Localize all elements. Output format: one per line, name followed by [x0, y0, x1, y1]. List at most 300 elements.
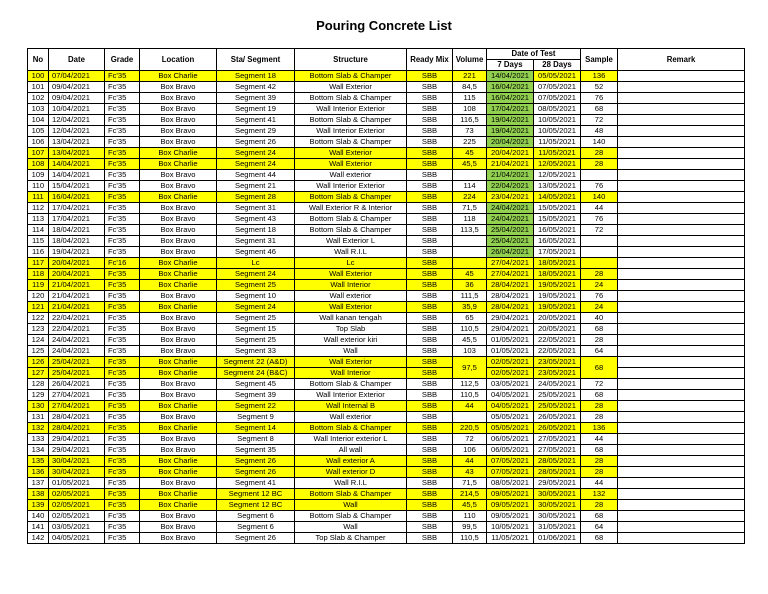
cell-remark [618, 258, 745, 269]
cell-volume: 221 [453, 71, 487, 82]
cell-segment: Segment 35 [217, 445, 295, 456]
cell-ready-mix: SBB [407, 104, 453, 115]
cell-grade: Fc'35 [105, 379, 140, 390]
cell-volume: 224 [453, 192, 487, 203]
table-row [28, 412, 745, 423]
cell-date: 21/04/2021 [49, 280, 105, 291]
cell-grade: Fc'35 [105, 456, 140, 467]
cell-grade: Fc'35 [105, 137, 140, 148]
cell-28-days: 12/05/2021 [534, 159, 581, 170]
cell-location: Box Bravo [140, 390, 217, 401]
cell-segment: Segment 26 [217, 137, 295, 148]
cell-no: 142 [28, 533, 49, 544]
cell-segment: Segment 26 [217, 456, 295, 467]
cell-grade: Fc'35 [105, 346, 140, 357]
cell-sample: 68 [581, 104, 618, 115]
table-row [28, 126, 745, 137]
cell-structure: Bottom Slab & Champer [295, 137, 407, 148]
cell-location: Box Charlie [140, 357, 217, 368]
cell-segment: Segment 6 [217, 522, 295, 533]
cell-remark [618, 357, 745, 368]
cell-remark [618, 379, 745, 390]
cell-remark [618, 478, 745, 489]
cell-segment: Segment 25 [217, 313, 295, 324]
cell-7-days: 10/05/2021 [487, 522, 534, 533]
cell-volume: 45,5 [453, 500, 487, 511]
cell-28-days: 11/05/2021 [534, 148, 581, 159]
cell-7-days: 16/04/2021 [487, 93, 534, 104]
cell-remark [618, 280, 745, 291]
cell-remark [618, 269, 745, 280]
cell-no: 101 [28, 82, 49, 93]
cell-date: 25/04/2021 [49, 357, 105, 368]
cell-structure: Bottom Slab & Champer [295, 379, 407, 390]
cell-no: 107 [28, 148, 49, 159]
cell-date: 20/04/2021 [49, 269, 105, 280]
cell-7-days: 09/05/2021 [487, 500, 534, 511]
cell-28-days: 18/05/2021 [534, 258, 581, 269]
header-volume: Volume [453, 49, 487, 71]
cell-ready-mix: SBB [407, 522, 453, 533]
table-row [28, 313, 745, 324]
table-row [28, 115, 745, 126]
cell-ready-mix: SBB [407, 159, 453, 170]
cell-location: Box Charlie [140, 489, 217, 500]
cell-volume: 111,5 [453, 291, 487, 302]
cell-location: Box Charlie [140, 269, 217, 280]
cell-remark [618, 225, 745, 236]
cell-grade: Fc'35 [105, 170, 140, 181]
cell-ready-mix: SBB [407, 533, 453, 544]
cell-grade: Fc'35 [105, 533, 140, 544]
cell-7-days: 21/04/2021 [487, 159, 534, 170]
cell-structure: Wall exterior [295, 291, 407, 302]
cell-28-days: 30/05/2021 [534, 500, 581, 511]
cell-location: Box Charlie [140, 467, 217, 478]
cell-7-days: 29/04/2021 [487, 313, 534, 324]
cell-grade: Fc'35 [105, 225, 140, 236]
cell-structure: Wall exterior A [295, 456, 407, 467]
cell-no: 110 [28, 181, 49, 192]
cell-remark [618, 181, 745, 192]
cell-segment: Segment 46 [217, 247, 295, 258]
cell-28-days: 26/05/2021 [534, 412, 581, 423]
cell-ready-mix: SBB [407, 93, 453, 104]
cell-location: Box Bravo [140, 225, 217, 236]
cell-ready-mix: SBB [407, 379, 453, 390]
header-segment: Sta/ Segment [217, 49, 295, 71]
cell-no: 102 [28, 93, 49, 104]
table-row [28, 368, 745, 379]
cell-volume: 71,5 [453, 478, 487, 489]
cell-structure: Wall Interior exterior L [295, 434, 407, 445]
cell-date: 29/04/2021 [49, 434, 105, 445]
table-row [28, 214, 745, 225]
cell-remark [618, 214, 745, 225]
cell-no: 112 [28, 203, 49, 214]
cell-date: 12/04/2021 [49, 115, 105, 126]
cell-7-days: 04/05/2021 [487, 401, 534, 412]
cell-28-days: 16/05/2021 [534, 225, 581, 236]
cell-grade: Fc'35 [105, 302, 140, 313]
cell-28-days: 25/05/2021 [534, 390, 581, 401]
cell-location: Box Bravo [140, 170, 217, 181]
cell-7-days: 03/05/2021 [487, 379, 534, 390]
cell-7-days: 20/04/2021 [487, 137, 534, 148]
cell-28-days: 10/05/2021 [534, 126, 581, 137]
cell-volume: 110 [453, 511, 487, 522]
cell-ready-mix: SBB [407, 313, 453, 324]
cell-volume: 115 [453, 93, 487, 104]
cell-segment: Segment 31 [217, 236, 295, 247]
cell-date: 12/04/2021 [49, 126, 105, 137]
cell-location: Box Bravo [140, 236, 217, 247]
cell-grade: Fc'35 [105, 280, 140, 291]
cell-ready-mix: SBB [407, 412, 453, 423]
cell-grade: Fc'35 [105, 126, 140, 137]
cell-location: Box Charlie [140, 148, 217, 159]
cell-sample: 48 [581, 126, 618, 137]
cell-volume: 36 [453, 280, 487, 291]
table-row [28, 192, 745, 203]
cell-28-days: 15/05/2021 [534, 203, 581, 214]
cell-location: Box Bravo [140, 181, 217, 192]
cell-28-days: 14/05/2021 [534, 192, 581, 203]
cell-sample: 68 [581, 357, 618, 379]
cell-grade: Fc'35 [105, 390, 140, 401]
cell-location: Box Bravo [140, 126, 217, 137]
cell-28-days: 28/05/2021 [534, 467, 581, 478]
cell-structure: Wall R.I.L [295, 478, 407, 489]
cell-date: 17/04/2021 [49, 203, 105, 214]
cell-no: 127 [28, 368, 49, 379]
cell-location: Box Bravo [140, 379, 217, 390]
cell-location: Box Bravo [140, 324, 217, 335]
cell-grade: Fc'35 [105, 434, 140, 445]
cell-grade: Fc'35 [105, 104, 140, 115]
cell-volume: 45,5 [453, 335, 487, 346]
cell-no: 129 [28, 390, 49, 401]
cell-28-days: 27/05/2021 [534, 434, 581, 445]
table-row [28, 401, 745, 412]
cell-grade: Fc'35 [105, 214, 140, 225]
cell-28-days: 15/05/2021 [534, 214, 581, 225]
cell-remark [618, 401, 745, 412]
cell-sample: 28 [581, 467, 618, 478]
cell-structure: Bottom Slab & Champer [295, 115, 407, 126]
table-row [28, 500, 745, 511]
cell-grade: Fc'35 [105, 236, 140, 247]
cell-sample: 28 [581, 456, 618, 467]
cell-7-days: 01/05/2021 [487, 335, 534, 346]
cell-date: 18/04/2021 [49, 236, 105, 247]
cell-location: Box Bravo [140, 115, 217, 126]
table-row [28, 104, 745, 115]
cell-no: 105 [28, 126, 49, 137]
cell-sample: 76 [581, 93, 618, 104]
cell-segment: Segment 15 [217, 324, 295, 335]
cell-location: Box Charlie [140, 258, 217, 269]
cell-no: 109 [28, 170, 49, 181]
cell-date: 04/05/2021 [49, 533, 105, 544]
cell-volume [453, 236, 487, 247]
cell-segment: Segment 28 [217, 192, 295, 203]
cell-grade: Fc'35 [105, 500, 140, 511]
cell-7-days: 24/04/2021 [487, 203, 534, 214]
cell-segment: Segment 31 [217, 203, 295, 214]
cell-structure: Wall Interior Exterior [295, 390, 407, 401]
cell-segment: Segment 24 (B&C) [217, 368, 295, 379]
cell-grade: Fc'16 [105, 258, 140, 269]
cell-no: 132 [28, 423, 49, 434]
cell-structure: Bottom Slab & Champer [295, 93, 407, 104]
cell-sample: 76 [581, 214, 618, 225]
cell-date: 13/04/2021 [49, 148, 105, 159]
cell-no: 122 [28, 313, 49, 324]
cell-date: 09/04/2021 [49, 82, 105, 93]
cell-ready-mix: SBB [407, 214, 453, 225]
header-7-days: 7 Days [487, 60, 534, 71]
cell-7-days: 07/05/2021 [487, 456, 534, 467]
cell-segment: Segment 24 [217, 148, 295, 159]
cell-grade: Fc'35 [105, 511, 140, 522]
cell-remark [618, 291, 745, 302]
cell-sample: 76 [581, 181, 618, 192]
cell-location: Box Bravo [140, 478, 217, 489]
table-row [28, 346, 745, 357]
cell-remark [618, 335, 745, 346]
cell-ready-mix: SBB [407, 225, 453, 236]
cell-ready-mix: SBB [407, 423, 453, 434]
cell-ready-mix: SBB [407, 126, 453, 137]
cell-segment: Segment 33 [217, 346, 295, 357]
table-row [28, 357, 745, 368]
cell-7-days: 28/04/2021 [487, 280, 534, 291]
cell-date: 22/04/2021 [49, 324, 105, 335]
cell-volume [453, 412, 487, 423]
cell-structure: Top Slab & Champer [295, 533, 407, 544]
cell-structure: Wall Exterior L [295, 236, 407, 247]
cell-date: 28/04/2021 [49, 423, 105, 434]
cell-7-days: 05/05/2021 [487, 423, 534, 434]
table-row [28, 170, 745, 181]
cell-ready-mix: SBB [407, 445, 453, 456]
cell-sample: 28 [581, 500, 618, 511]
cell-sample: 132 [581, 489, 618, 500]
cell-7-days: 02/05/2021 [487, 368, 534, 379]
cell-sample: 68 [581, 511, 618, 522]
table-row [28, 467, 745, 478]
cell-ready-mix: SBB [407, 456, 453, 467]
cell-sample: 40 [581, 313, 618, 324]
cell-28-days: 19/05/2021 [534, 302, 581, 313]
cell-location: Box Bravo [140, 434, 217, 445]
cell-location: Box Bravo [140, 522, 217, 533]
table-row [28, 203, 745, 214]
header-remark: Remark [618, 49, 745, 71]
cell-structure: Bottom Slab & Champer [295, 511, 407, 522]
cell-28-days: 25/05/2021 [534, 401, 581, 412]
cell-segment: Segment 42 [217, 82, 295, 93]
table-row [28, 225, 745, 236]
cell-sample: 44 [581, 203, 618, 214]
cell-remark [618, 445, 745, 456]
table-row [28, 489, 745, 500]
cell-segment: Segment 12 BC [217, 500, 295, 511]
cell-date: 15/04/2021 [49, 181, 105, 192]
cell-no: 111 [28, 192, 49, 203]
cell-structure: Wall Exterior [295, 357, 407, 368]
cell-grade: Fc'35 [105, 357, 140, 368]
table-row [28, 291, 745, 302]
cell-no: 138 [28, 489, 49, 500]
table-row [28, 434, 745, 445]
cell-location: Box Bravo [140, 291, 217, 302]
cell-segment: Segment 18 [217, 225, 295, 236]
cell-volume: 110,5 [453, 533, 487, 544]
cell-location: Box Bravo [140, 82, 217, 93]
cell-grade: Fc'35 [105, 93, 140, 104]
cell-no: 131 [28, 412, 49, 423]
cell-remark [618, 159, 745, 170]
cell-28-days: 16/05/2021 [534, 236, 581, 247]
cell-7-days: 27/04/2021 [487, 269, 534, 280]
cell-remark [618, 390, 745, 401]
cell-no: 117 [28, 258, 49, 269]
cell-structure: Wall exterior D [295, 467, 407, 478]
cell-location: Box Bravo [140, 104, 217, 115]
cell-no: 126 [28, 357, 49, 368]
cell-ready-mix: SBB [407, 258, 453, 269]
cell-28-days: 22/05/2021 [534, 346, 581, 357]
cell-remark [618, 412, 745, 423]
table-row [28, 181, 745, 192]
cell-28-days: 22/05/2021 [534, 335, 581, 346]
cell-segment: Segment 8 [217, 434, 295, 445]
cell-volume: 110,5 [453, 390, 487, 401]
page-title: Pouring Concrete List [316, 18, 452, 33]
cell-volume: 99,5 [453, 522, 487, 533]
cell-7-days: 24/04/2021 [487, 214, 534, 225]
cell-structure: Bottom Slab & Champer [295, 214, 407, 225]
cell-date: 19/04/2021 [49, 247, 105, 258]
cell-grade: Fc'35 [105, 148, 140, 159]
cell-ready-mix: SBB [407, 82, 453, 93]
cell-structure: Wall Interior Exterior [295, 126, 407, 137]
cell-volume: 43 [453, 467, 487, 478]
cell-ready-mix: SBB [407, 335, 453, 346]
cell-no: 136 [28, 467, 49, 478]
cell-segment: Segment 39 [217, 390, 295, 401]
cell-remark [618, 533, 745, 544]
cell-segment: Segment 43 [217, 214, 295, 225]
cell-28-days: 23/05/2021 [534, 368, 581, 379]
cell-date: 24/04/2021 [49, 335, 105, 346]
cell-remark [618, 423, 745, 434]
cell-segment: Segment 22 (A&D) [217, 357, 295, 368]
header-date-of-test: Date of Test [487, 49, 581, 60]
cell-location: Box Charlie [140, 302, 217, 313]
cell-location: Box Bravo [140, 511, 217, 522]
cell-date: 27/04/2021 [49, 390, 105, 401]
cell-no: 115 [28, 236, 49, 247]
cell-location: Box Bravo [140, 412, 217, 423]
cell-no: 135 [28, 456, 49, 467]
cell-7-days: 19/04/2021 [487, 115, 534, 126]
cell-sample: 28 [581, 412, 618, 423]
cell-structure: Wall kanan tengah [295, 313, 407, 324]
cell-grade: Fc'35 [105, 467, 140, 478]
cell-no: 118 [28, 269, 49, 280]
cell-segment: Segment 14 [217, 423, 295, 434]
cell-28-days: 11/05/2021 [534, 137, 581, 148]
cell-structure: Wall Exterior R & Interior [295, 203, 407, 214]
table-row [28, 280, 745, 291]
cell-ready-mix: SBB [407, 390, 453, 401]
cell-structure: Wall R.I.L [295, 247, 407, 258]
cell-volume: 97,5 [453, 357, 487, 379]
cell-no: 134 [28, 445, 49, 456]
cell-segment: Segment 29 [217, 126, 295, 137]
cell-structure: Bottom Slab & Champer [295, 423, 407, 434]
cell-date: 27/04/2021 [49, 401, 105, 412]
cell-ready-mix: SBB [407, 467, 453, 478]
cell-structure: Wall Exterior [295, 159, 407, 170]
cell-structure: Wall exterior [295, 170, 407, 181]
table-row [28, 390, 745, 401]
cell-segment: Lc [217, 258, 295, 269]
cell-remark [618, 93, 745, 104]
cell-no: 120 [28, 291, 49, 302]
cell-no: 113 [28, 214, 49, 225]
table-row [28, 148, 745, 159]
cell-28-days: 30/05/2021 [534, 489, 581, 500]
cell-volume: 118 [453, 214, 487, 225]
cell-date: 14/04/2021 [49, 159, 105, 170]
cell-no: 141 [28, 522, 49, 533]
cell-date: 14/04/2021 [49, 170, 105, 181]
cell-sample: 44 [581, 434, 618, 445]
cell-segment: Segment 41 [217, 115, 295, 126]
cell-7-days: 08/05/2021 [487, 478, 534, 489]
cell-ready-mix: SBB [407, 236, 453, 247]
cell-7-days: 01/05/2021 [487, 346, 534, 357]
cell-sample: 140 [581, 137, 618, 148]
table-row [28, 82, 745, 93]
cell-28-days: 18/05/2021 [534, 269, 581, 280]
table-row [28, 137, 745, 148]
cell-date: 17/04/2021 [49, 214, 105, 225]
cell-ready-mix: SBB [407, 324, 453, 335]
cell-remark [618, 115, 745, 126]
cell-structure: Wall exterior kiri [295, 335, 407, 346]
cell-segment: Segment 24 [217, 159, 295, 170]
cell-date: 30/04/2021 [49, 456, 105, 467]
cell-7-days: 06/05/2021 [487, 434, 534, 445]
cell-segment: Segment 25 [217, 280, 295, 291]
cell-7-days: 16/04/2021 [487, 82, 534, 93]
cell-location: Box Bravo [140, 335, 217, 346]
cell-date: 24/04/2021 [49, 346, 105, 357]
cell-structure: Wall [295, 500, 407, 511]
table-row [28, 379, 745, 390]
cell-segment: Segment 19 [217, 104, 295, 115]
cell-28-days: 27/05/2021 [534, 445, 581, 456]
cell-ready-mix: SBB [407, 192, 453, 203]
cell-volume: 35,9 [453, 302, 487, 313]
cell-date: 13/04/2021 [49, 137, 105, 148]
cell-segment: Segment 24 [217, 269, 295, 280]
